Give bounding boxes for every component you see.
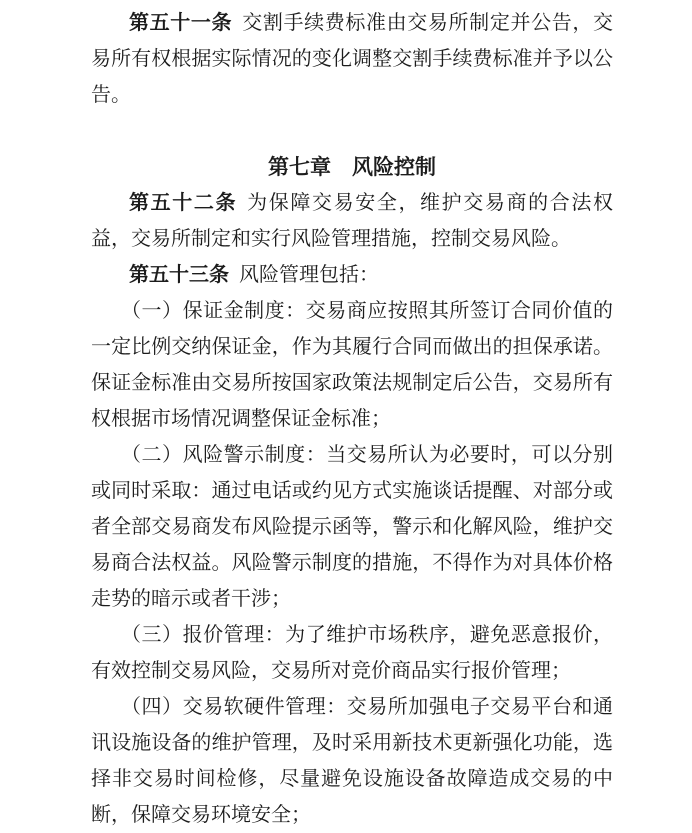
article-53-text: 风险管理包括： xyxy=(239,264,379,286)
list-item-4: （四）交易软硬件管理：交易所加强电子交易平台和通讯设施设备的维护管理，及时采用新技术更新强化功能，选择非交易时间检修，尽量避免设施设备故障造成交易的中断，保障交易环境安全； xyxy=(91,696,613,826)
article-52-number: 第五十二条 xyxy=(129,192,238,214)
article-52-text: 为保障交易安全，维护交易商的合法权益，交易所制定和实行风险管理措施，控制交易风险。 xyxy=(91,192,614,250)
article-52-paragraph xyxy=(91,185,613,257)
article-53-paragraph xyxy=(91,257,613,293)
list-item-2: （二）风险警示制度：当交易所认为必要时，可以分别或同时采取：通过电话或约见方式实施谈话提醒、对部分或者全部交易商发布风险提示函等，警示和化解风险，维护交易商合法权益。风险警示制度的措施，不得作为对具体价格走势的暗示或者干涉； xyxy=(91,444,613,610)
list-item-1: （一）保证金制度：交易商应按照其所签订合同价值的一定比例交纳保证金，作为其履行合同而做出的担保承诺。保证金标准由交易所按国家政策法规制定后公告，交易所有权根据市场情况调整保证金标准； xyxy=(91,300,613,430)
article-53-number: 第五十三条 xyxy=(129,264,229,286)
list-item-3: （三）报价管理：为了维护市场秩序，避免恶意报价，有效控制交易风险，交易所对竞价商品实行报价管理； xyxy=(91,624,613,682)
article-51-number: 第五十一条 xyxy=(129,12,233,34)
chapter-heading: 第七章 风险控制 xyxy=(268,155,436,179)
article-51-text: 交割手续费标准由交易所制定并公告，交易所有权根据实际情况的变化调整交割手续费标准并予以公告。 xyxy=(91,12,614,106)
article-51-paragraph xyxy=(91,5,613,113)
